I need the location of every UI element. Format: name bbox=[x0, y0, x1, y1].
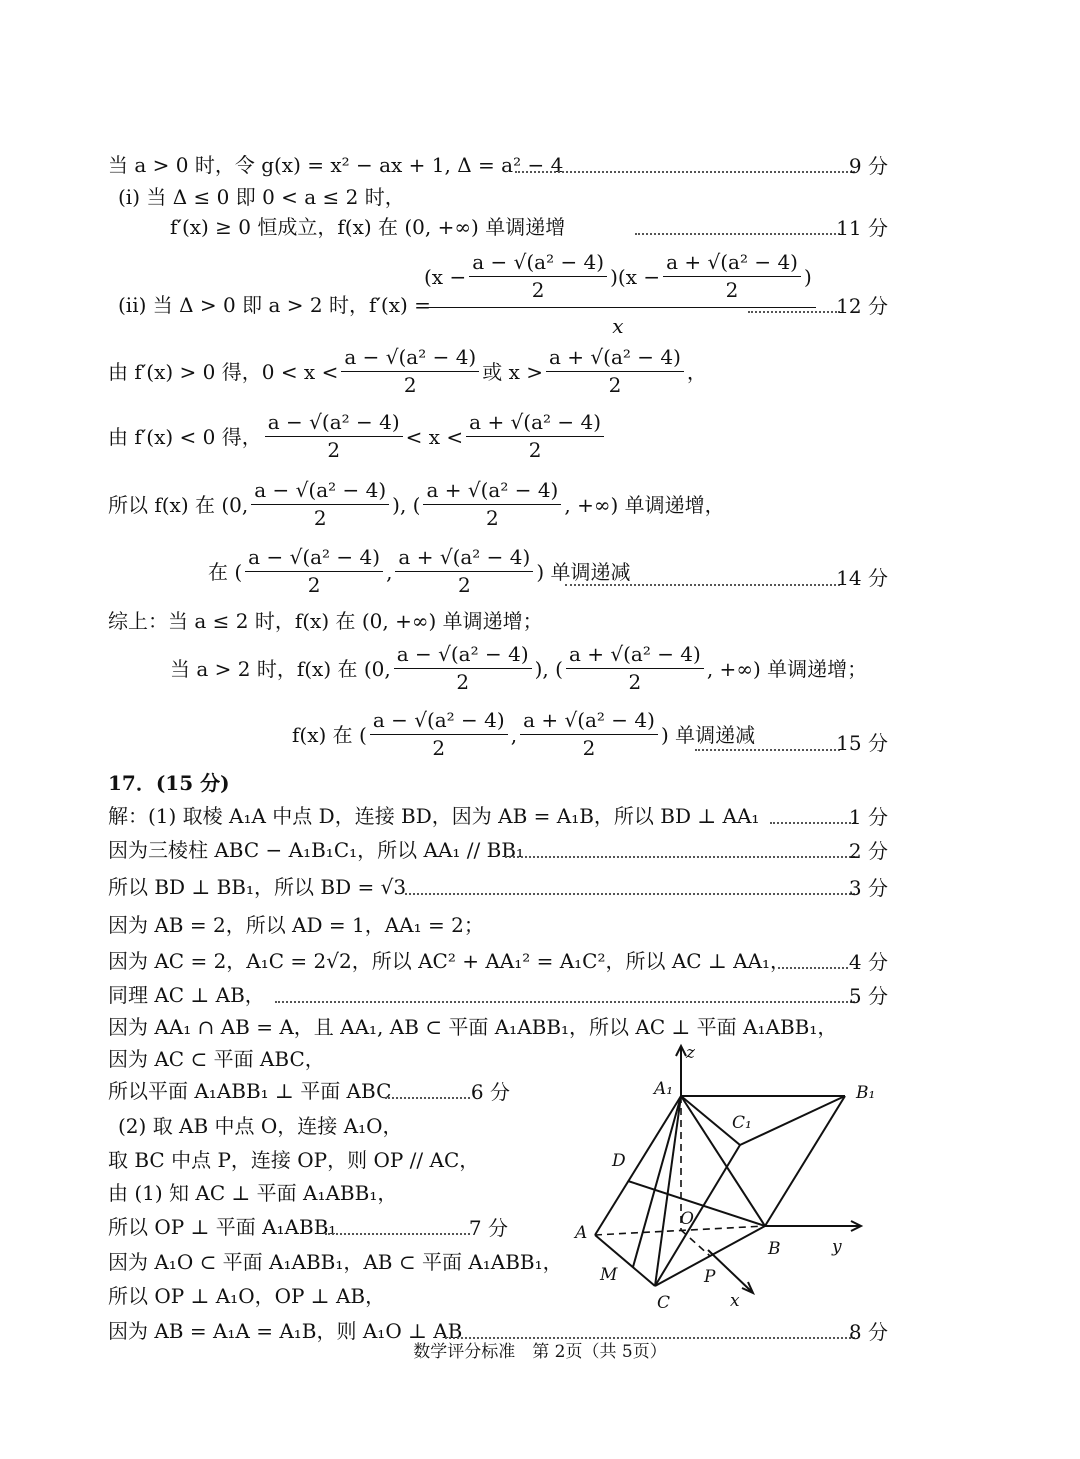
label-D: D bbox=[612, 1151, 626, 1171]
line-text: 解：(1) 取棱 A₁A 中点 D，连接 BD，因为 AB = A₁B，所以 BD ⊥ AA₁ bbox=[108, 804, 760, 828]
line-text: 所以 OP ⊥ A₁O，OP ⊥ AB， bbox=[108, 1284, 386, 1308]
score: 3 分 bbox=[848, 876, 888, 900]
numerator: a − √(a² − 4) bbox=[394, 642, 532, 669]
score: 6 分 bbox=[470, 1080, 510, 1104]
line-text: 因为 AB = 2，所以 AD = 1，AA₁ = 2； bbox=[108, 913, 484, 937]
glue-text: ), ( bbox=[534, 656, 563, 681]
line-text: 所以 f(x) 在 (0, bbox=[108, 492, 249, 517]
denominator: 2 bbox=[403, 373, 417, 397]
leader-dots bbox=[505, 856, 855, 858]
glue-text: < x < bbox=[405, 424, 464, 449]
line-6 bbox=[108, 410, 607, 463]
line-text: 由 f′(x) > 0 得，0 < x < bbox=[108, 359, 339, 384]
line-17 bbox=[108, 946, 790, 976]
line-14 bbox=[108, 835, 524, 865]
line-text: 由 (1) 知 AC ⊥ 平面 A₁ABB₁， bbox=[108, 1181, 398, 1205]
line-7 bbox=[108, 478, 725, 531]
line-24 bbox=[108, 1178, 397, 1208]
line-25 bbox=[108, 1212, 336, 1242]
line-21 bbox=[108, 1076, 391, 1106]
fprime-denominator: x bbox=[612, 314, 624, 338]
numerator: a − √(a² − 4) bbox=[370, 708, 508, 735]
prism-figure bbox=[570, 1040, 890, 1320]
edge bbox=[595, 1096, 681, 1235]
numerator: a + √(a² − 4) bbox=[395, 545, 533, 572]
score: 2 分 bbox=[848, 839, 888, 863]
edge bbox=[628, 1181, 765, 1226]
leader-dots bbox=[275, 1001, 855, 1003]
label-A1: A₁ bbox=[654, 1079, 674, 1099]
score: 4 分 bbox=[848, 950, 888, 974]
glue-text: , +∞) 单调递增， bbox=[564, 492, 725, 517]
numerator: a + √(a² − 4) bbox=[466, 410, 604, 437]
line-text: 所以平面 A₁ABB₁ ⊥ 平面 ABC bbox=[108, 1079, 392, 1103]
numerator: a + √(a² − 4) bbox=[566, 642, 704, 669]
denominator: 2 bbox=[313, 506, 327, 530]
line-11 bbox=[292, 708, 755, 761]
line-20 bbox=[108, 1044, 325, 1074]
denominator: 2 bbox=[582, 736, 596, 760]
denominator: 2 bbox=[307, 573, 321, 597]
line-1 bbox=[108, 150, 563, 180]
leader-dots bbox=[405, 893, 855, 895]
line-16 bbox=[108, 910, 484, 940]
line-text: 因为 AA₁ ∩ AB = A，且 AA₁, AB ⊂ 平面 A₁ABB₁，所以 AC ⊥ 平面 A₁ABB₁， bbox=[108, 1015, 838, 1039]
numerator: a + √(a² − 4) bbox=[423, 478, 561, 505]
fprime-part: ) bbox=[803, 264, 812, 289]
line-22 bbox=[118, 1111, 403, 1141]
fraction bbox=[251, 478, 389, 531]
fraction bbox=[395, 545, 533, 598]
fraction bbox=[423, 478, 561, 531]
glue-text: ， bbox=[686, 359, 707, 384]
fprime-part: (x − bbox=[424, 264, 467, 289]
numerator: a − √(a² − 4) bbox=[251, 478, 389, 505]
denominator: 2 bbox=[725, 278, 739, 302]
score: 8 分 bbox=[848, 1320, 888, 1344]
hidden-edge bbox=[681, 1230, 710, 1256]
fraction bbox=[566, 642, 704, 695]
denominator: 2 bbox=[486, 506, 499, 530]
numerator: a − √(a² − 4) bbox=[245, 545, 383, 572]
glue-text: ) 单调递减 bbox=[660, 722, 756, 747]
glue-text: ), ( bbox=[392, 492, 421, 517]
line-text: (i) 当 Δ ≤ 0 即 0 < a ≤ 2 时， bbox=[118, 185, 405, 209]
line-text: (ii) 当 Δ > 0 即 a > 2 时，f′(x) = bbox=[118, 293, 431, 317]
label-C1: C₁ bbox=[732, 1113, 752, 1133]
label-P: P bbox=[704, 1267, 716, 1287]
line-2 bbox=[118, 182, 405, 212]
line-text: 所以 BD ⊥ BB₁，所以 BD = √3 bbox=[108, 875, 407, 899]
line-text: 由 f′(x) < 0 得， bbox=[108, 424, 262, 449]
glue-text: , bbox=[386, 559, 393, 584]
leader-dots bbox=[748, 311, 840, 313]
line-text: 因为 AC ⊂ 平面 ABC， bbox=[108, 1047, 325, 1071]
line-15 bbox=[108, 872, 406, 902]
line-text: 所以 OP ⊥ 平面 A₁ABB₁ bbox=[108, 1215, 337, 1239]
label-C: C bbox=[657, 1293, 671, 1313]
line-9 bbox=[108, 606, 543, 636]
fraction bbox=[663, 250, 801, 303]
leader-dots bbox=[635, 233, 840, 235]
fraction bbox=[520, 708, 658, 761]
fraction bbox=[370, 708, 508, 761]
numerator: a + √(a² − 4) bbox=[663, 250, 801, 277]
label-A: A bbox=[575, 1223, 588, 1243]
line-23 bbox=[108, 1145, 479, 1175]
fraction bbox=[469, 250, 607, 303]
score: 9 分 bbox=[848, 154, 888, 178]
line-text: f′(x) ≥ 0 恒成立，f(x) 在 (0, +∞) 单调递增 bbox=[170, 215, 566, 239]
problem-heading bbox=[108, 768, 230, 798]
leader-dots bbox=[565, 584, 840, 586]
line-text: f(x) 在 ( bbox=[292, 722, 367, 747]
denominator: 2 bbox=[432, 736, 446, 760]
fraction bbox=[341, 345, 479, 398]
leader-dots bbox=[325, 1233, 470, 1235]
denominator: 2 bbox=[608, 373, 622, 397]
leader-dots bbox=[385, 1097, 470, 1099]
line-8 bbox=[208, 545, 630, 598]
denominator: 2 bbox=[531, 278, 545, 302]
denominator: 2 bbox=[327, 438, 341, 462]
score: 12 分 bbox=[836, 294, 888, 318]
line-text: 综上：当 a ≤ 2 时，f(x) 在 (0, +∞) 单调递增； bbox=[108, 609, 543, 633]
fraction bbox=[394, 642, 532, 695]
glue-text: , bbox=[510, 722, 518, 747]
label-B: B bbox=[768, 1239, 781, 1259]
line-text: 因为 AC = 2，A₁C = 2√2，所以 AC² + AA₁² = A₁C²，所以 AC ⊥ AA₁， bbox=[108, 949, 791, 973]
numerator: a + √(a² − 4) bbox=[520, 708, 658, 735]
score: 1 分 bbox=[848, 805, 888, 829]
line-4 bbox=[118, 290, 431, 320]
label-B1: B₁ bbox=[856, 1083, 876, 1103]
line-text: 17．(15 分) bbox=[108, 771, 230, 795]
numerator: a − √(a² − 4) bbox=[265, 410, 403, 437]
fraction bbox=[245, 545, 383, 598]
leader-dots bbox=[770, 822, 855, 824]
score: 11 分 bbox=[836, 216, 888, 240]
glue-text: 或 x > bbox=[482, 359, 543, 384]
leader-dots bbox=[778, 967, 848, 969]
glue-text: , +∞) 单调递增； bbox=[706, 656, 868, 681]
line-text: 当 a > 2 时，f(x) 在 (0, bbox=[170, 656, 391, 681]
numerator: a − √(a² − 4) bbox=[469, 250, 607, 277]
edge bbox=[633, 1096, 681, 1267]
fraction bbox=[546, 345, 684, 398]
line-text: 因为 AB = A₁A = A₁B，则 A₁O ⊥ AB bbox=[108, 1319, 463, 1343]
line-10 bbox=[170, 642, 867, 695]
denominator: 2 bbox=[628, 670, 642, 694]
line-text: 在 ( bbox=[208, 559, 243, 584]
denominator: 2 bbox=[528, 438, 542, 462]
numerator: a + √(a² − 4) bbox=[546, 345, 684, 372]
leader-dots bbox=[695, 749, 840, 751]
label-y: y bbox=[832, 1237, 842, 1257]
denominator: 2 bbox=[458, 573, 471, 597]
label-z: z bbox=[686, 1043, 695, 1063]
line-18 bbox=[108, 980, 265, 1010]
label-M: M bbox=[600, 1265, 618, 1285]
denominator: 2 bbox=[456, 670, 470, 694]
line-text: (2) 取 AB 中点 O，连接 A₁O， bbox=[118, 1114, 403, 1138]
line-text: 因为三棱柱 ABC − A₁B₁C₁，所以 AA₁ // BB₁ bbox=[108, 838, 525, 862]
glue-text: ) 单调递减 bbox=[536, 559, 631, 584]
line-text: 因为 A₁O ⊂ 平面 A₁ABB₁，AB ⊂ 平面 A₁ABB₁， bbox=[108, 1250, 563, 1274]
line-text: 同理 AC ⊥ AB， bbox=[108, 983, 265, 1007]
line-5 bbox=[108, 345, 707, 398]
line-text: 当 a > 0 时，令 g(x) = x² − ax + 1, Δ = a² − 4 bbox=[108, 153, 564, 177]
fprime-numerator bbox=[420, 250, 816, 308]
fprime-fraction bbox=[420, 250, 816, 338]
score: 5 分 bbox=[848, 984, 888, 1008]
score: 14 分 bbox=[836, 566, 888, 590]
line-19 bbox=[108, 1012, 837, 1042]
fraction bbox=[265, 410, 403, 463]
score: 15 分 bbox=[836, 731, 888, 755]
line-27 bbox=[108, 1281, 385, 1311]
line-3 bbox=[170, 212, 565, 242]
line-text: 取 BC 中点 P，连接 OP，则 OP // AC， bbox=[108, 1148, 480, 1172]
line-26 bbox=[108, 1247, 563, 1277]
score: 7 分 bbox=[468, 1216, 508, 1240]
label-x: x bbox=[730, 1291, 740, 1311]
leader-dots bbox=[515, 171, 855, 173]
line-13 bbox=[108, 801, 759, 831]
fraction bbox=[466, 410, 604, 463]
page-footer: 数学评分标准 第 2页（共 5页） bbox=[413, 1342, 667, 1362]
fprime-part: )(x − bbox=[610, 264, 661, 289]
numerator: a − √(a² − 4) bbox=[341, 345, 479, 372]
label-O: O bbox=[680, 1209, 694, 1229]
